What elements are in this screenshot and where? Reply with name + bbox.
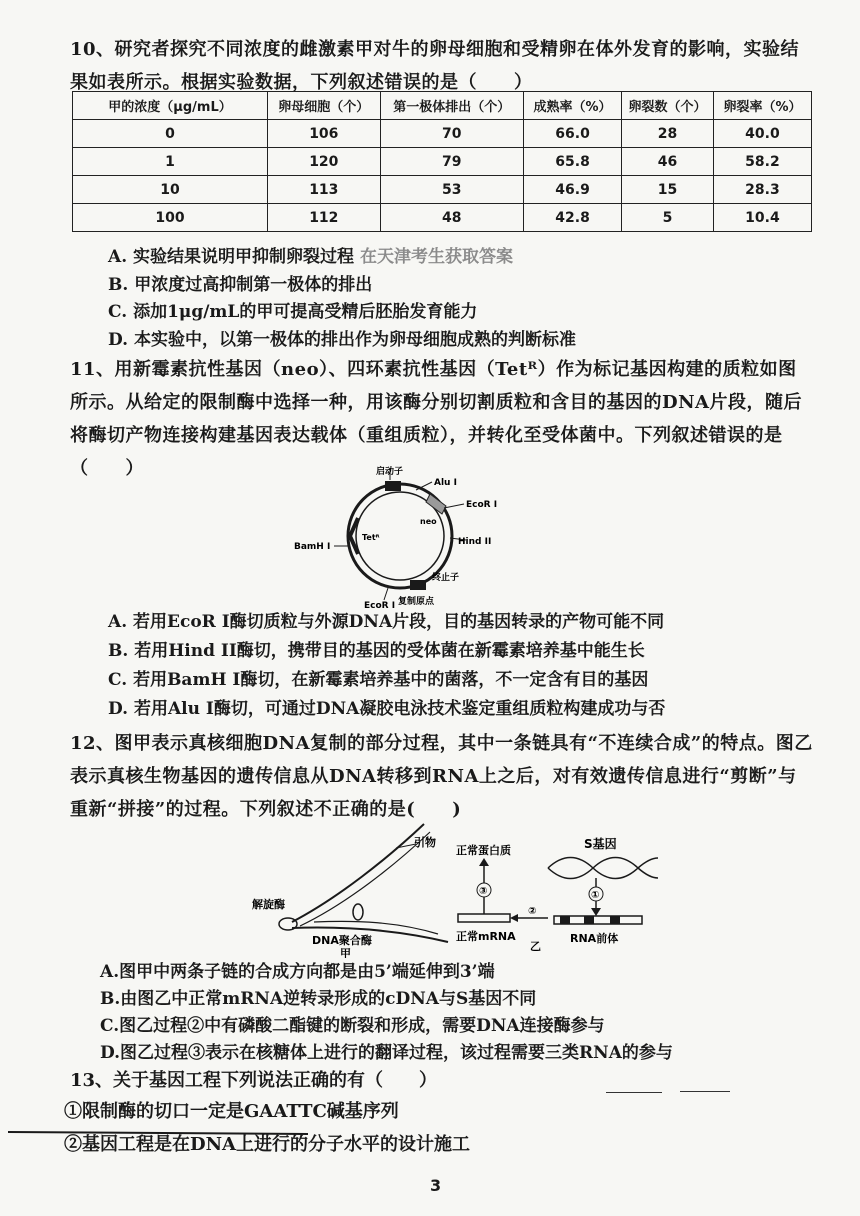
table-header: 第一极体排出（个） bbox=[380, 92, 523, 120]
polymerase-shape bbox=[353, 904, 363, 920]
table-cell: 40.0 bbox=[713, 120, 811, 148]
plasmid-diagram bbox=[290, 462, 530, 610]
table-cell: 65.8 bbox=[524, 148, 622, 176]
table-cell: 28 bbox=[622, 120, 714, 148]
normal-mrna-bar bbox=[458, 914, 510, 922]
hind-label: Hind II bbox=[458, 537, 492, 547]
page-number: 3 bbox=[430, 1176, 442, 1195]
table-cell: 28.3 bbox=[713, 176, 811, 204]
jia-label: 甲 bbox=[340, 947, 351, 958]
promoter-label: 启动子 bbox=[376, 467, 404, 477]
bamhi-label: BamH I bbox=[294, 542, 331, 552]
polymerase-label: DNA聚合酶 bbox=[312, 934, 372, 947]
yi-label: 乙 bbox=[530, 940, 541, 953]
step1-label: ① bbox=[591, 890, 600, 901]
rna-precursor-label: RNA前体 bbox=[570, 932, 619, 945]
primer-label: 引物 bbox=[414, 836, 436, 849]
step3-arrowhead bbox=[479, 858, 489, 866]
table-cell: 46 bbox=[622, 148, 714, 176]
table-cell: 15 bbox=[622, 176, 714, 204]
table-cell: 113 bbox=[268, 176, 381, 204]
q10-stem: 10、研究者探究不同浓度的雌激素甲对牛的卵母细胞和受精卵在体外发育的影响，实验结果如表所示。根据实验数据，下列叙述错误的是（ ） bbox=[70, 39, 800, 93]
q10-option-b: B. 甲浓度过高抑制第一极体的排出 bbox=[108, 275, 373, 295]
q11-option-d: D. 若用Alu I酶切，可通过DNA凝胶电泳技术鉴定重组质粒构建成功与否 bbox=[108, 699, 666, 719]
ecori-top-pointer bbox=[444, 504, 464, 508]
table-header-row bbox=[73, 92, 812, 120]
table-cell: 1 bbox=[73, 148, 268, 176]
q13-stem: 13、关于基因工程下列说法正确的有（ ） bbox=[70, 1070, 438, 1091]
alu-label: Alu I bbox=[434, 478, 457, 488]
q12-stem: 12、图甲表示真核细胞DNA复制的部分过程，其中一条链具有“不连续合成”的特点。图乙表示真核生物基因的遗传信息从DNA转移到RNA上之后，对有效遗传信息进行“剪断”与重新“拼接”的过程。下列叙述不正确的是( ) bbox=[70, 733, 813, 820]
table-cell: 70 bbox=[380, 120, 523, 148]
q12-option-d: D.图乙过程③表示在核糖体上进行的翻译过程，该过程需要三类RNA的参与 bbox=[100, 1043, 673, 1063]
table-row bbox=[73, 120, 812, 148]
table-cell: 10 bbox=[73, 176, 268, 204]
table-header: 卵裂数（个） bbox=[622, 92, 714, 120]
table-cell: 58.2 bbox=[713, 148, 811, 176]
step2-label: ② bbox=[528, 906, 537, 917]
promoter-block bbox=[385, 481, 401, 491]
s-gene-label: S基因 bbox=[584, 837, 617, 851]
table-cell: 5 bbox=[622, 204, 714, 232]
normal-protein-label: 正常蛋白质 bbox=[456, 844, 511, 857]
q12-option-b: B.由图乙中正常mRNA逆转录形成的cDNA与S基因不同 bbox=[100, 989, 537, 1009]
table-row bbox=[73, 148, 812, 176]
table-header: 成熟率（%） bbox=[524, 92, 622, 120]
q10-option-a-text: A. 实验结果说明甲抑制卵裂过程 bbox=[108, 247, 355, 267]
ecori-bottom-label: EcoR I bbox=[364, 601, 396, 610]
table-cell: 79 bbox=[380, 148, 523, 176]
terminator-block bbox=[410, 580, 426, 590]
q11-option-a: A. 若用EcoR I酶切质粒与外源DNA片段，目的基因转录的产物可能不同 bbox=[108, 612, 665, 632]
exon-block bbox=[610, 916, 620, 924]
q12-option-a: A.图甲中两条子链的合成方向都是由5’端延伸到3’端 bbox=[100, 962, 495, 982]
step2-arrowhead bbox=[510, 914, 518, 922]
q10-option-d: D. 本实验中，以第一极体的排出作为卵母细胞成熟的判断标准 bbox=[108, 330, 576, 350]
neo-label: neo bbox=[420, 517, 437, 526]
table-cell: 42.8 bbox=[524, 204, 622, 232]
table-cell: 112 bbox=[268, 204, 381, 232]
daughter-strand-upper bbox=[300, 832, 430, 926]
table-cell: 106 bbox=[268, 120, 381, 148]
table-cell: 66.0 bbox=[524, 120, 622, 148]
q11-option-c: C. 若用BamH I酶切，在新霉素培养基中的菌落，不一定含有目的基因 bbox=[108, 670, 649, 690]
ecori-top-label: EcoR I bbox=[466, 500, 498, 510]
tet-label: Tetᴿ bbox=[362, 533, 380, 542]
exon-block bbox=[560, 916, 570, 924]
pen-mark bbox=[606, 1092, 662, 1093]
table-cell: 46.9 bbox=[524, 176, 622, 204]
table-header: 卵母细胞（个） bbox=[268, 92, 381, 120]
q13-item-1: ①限制酶的切口一定是GAATTC碱基序列 bbox=[64, 1101, 399, 1122]
ecori-bottom-pointer bbox=[384, 588, 388, 600]
table-cell: 53 bbox=[380, 176, 523, 204]
watermark-text: 在天津考生获取答案 bbox=[359, 247, 513, 267]
table-cell: 120 bbox=[268, 148, 381, 176]
helicase-shape bbox=[279, 918, 297, 930]
terminator-label: 终止子 bbox=[432, 573, 460, 583]
tet-block bbox=[350, 518, 358, 554]
q10-table bbox=[72, 91, 812, 232]
helicase-label: 解旋酶 bbox=[252, 898, 285, 911]
table-cell: 0 bbox=[73, 120, 268, 148]
pen-mark bbox=[680, 1091, 730, 1092]
exon-block bbox=[584, 916, 594, 924]
template-strand-upper bbox=[292, 824, 424, 922]
table-row bbox=[73, 176, 812, 204]
q10-option-c: C. 添加1μg/mL的甲可提高受精后胚胎发育能力 bbox=[108, 302, 478, 322]
table-header: 甲的浓度（μg/mL） bbox=[73, 92, 268, 120]
table-cell: 100 bbox=[73, 204, 268, 232]
q12-option-c: C.图乙过程②中有磷酸二酯键的断裂和形成，需要DNA连接酶参与 bbox=[100, 1016, 605, 1036]
table-cell: 10.4 bbox=[713, 204, 811, 232]
step3-label: ③ bbox=[479, 886, 488, 897]
normal-mrna-label: 正常mRNA bbox=[456, 930, 516, 943]
table-row bbox=[73, 204, 812, 232]
replication-splicing-diagram bbox=[248, 818, 668, 958]
q11-option-b: B. 若用Hind II酶切，携带目的基因的受体菌在新霉素培养基中能生长 bbox=[108, 641, 645, 661]
q13-item-2: ②基因工程是在DNA上进行的分子水平的设计施工 bbox=[64, 1134, 471, 1155]
origin-label: 复制原点 bbox=[398, 597, 435, 607]
table-cell: 48 bbox=[380, 204, 523, 232]
q10-option-a bbox=[108, 242, 513, 272]
table-header: 卵裂率（%） bbox=[713, 92, 811, 120]
q11-stem: 11、用新霉素抗性基因（neo）、四环素抗性基因（Tetᴿ）作为标记基因构建的质粒如图所示。从给定的限制酶中选择一种，用该酶分别切割质粒和含目的基因的DNA片段，随后将酶切产物连接构建基因表达载体（重组质粒），并转化至受体菌中。下列叙述错误的是（ ） bbox=[70, 359, 803, 479]
step1-arrowhead bbox=[591, 908, 601, 916]
